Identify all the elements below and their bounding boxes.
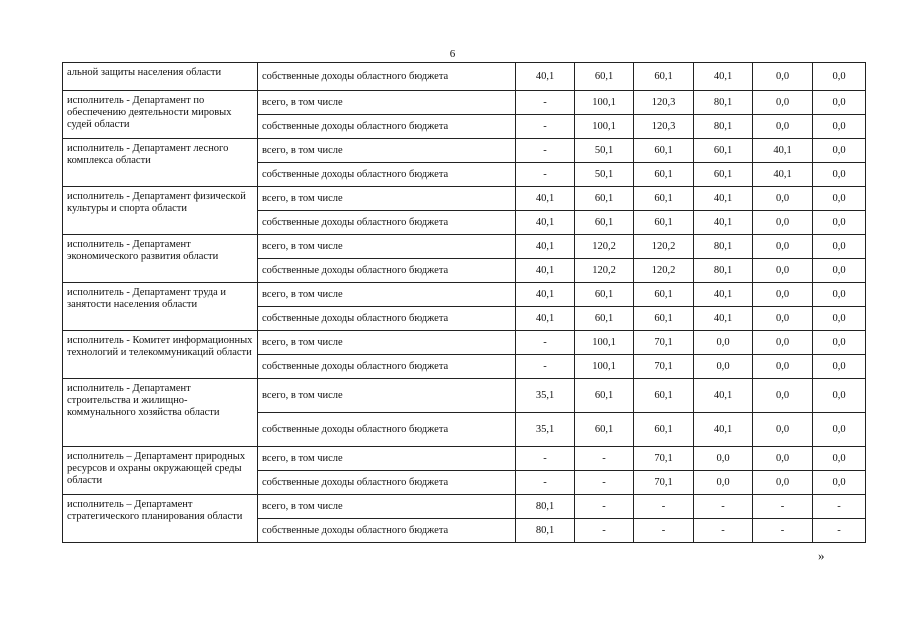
amount-cell: 60,1 bbox=[575, 283, 634, 307]
amount-cell: - bbox=[575, 519, 634, 543]
executor-cell: исполнитель - Департамент по обеспечению деятельности мировых судей области bbox=[63, 91, 258, 139]
amount-cell: 0,0 bbox=[813, 91, 866, 115]
amount-cell: 60,1 bbox=[634, 283, 694, 307]
amount-cell: 40,1 bbox=[694, 63, 753, 91]
amount-cell: 120,3 bbox=[634, 91, 694, 115]
amount-cell: 0,0 bbox=[753, 413, 813, 447]
funding-source-cell: всего, в том числе bbox=[258, 495, 516, 519]
funding-source-cell: всего, в том числе bbox=[258, 235, 516, 259]
amount-cell: 0,0 bbox=[813, 283, 866, 307]
funding-source-cell: собственные доходы областного бюджета bbox=[258, 63, 516, 91]
amount-cell: - bbox=[753, 495, 813, 519]
amount-cell: 80,1 bbox=[516, 495, 575, 519]
amount-cell: 0,0 bbox=[813, 379, 866, 413]
table-row bbox=[63, 447, 866, 471]
amount-cell: 0,0 bbox=[813, 355, 866, 379]
amount-cell: - bbox=[634, 495, 694, 519]
amount-cell: 40,1 bbox=[516, 235, 575, 259]
amount-cell: 0,0 bbox=[753, 471, 813, 495]
amount-cell: 40,1 bbox=[753, 139, 813, 163]
amount-cell: 0,0 bbox=[694, 355, 753, 379]
amount-cell: 0,0 bbox=[753, 187, 813, 211]
funding-source-cell: собственные доходы областного бюджета bbox=[258, 163, 516, 187]
table-row bbox=[63, 139, 866, 163]
amount-cell: 40,1 bbox=[694, 283, 753, 307]
funding-source-cell: собственные доходы областного бюджета bbox=[258, 519, 516, 543]
amount-cell: 40,1 bbox=[694, 379, 753, 413]
executor-cell: исполнитель – Департамент стратегического планирования области bbox=[63, 495, 258, 543]
executor-cell: исполнитель - Департамент труда и занятости населения области bbox=[63, 283, 258, 331]
amount-cell: - bbox=[634, 519, 694, 543]
amount-cell: 100,1 bbox=[575, 331, 634, 355]
page-number: 6 bbox=[449, 48, 456, 60]
executor-cell: исполнитель - Комитет информационных технологий и телекоммуникаций области bbox=[63, 331, 258, 379]
executor-cell: исполнитель - Департамент экономического развития области bbox=[63, 235, 258, 283]
amount-cell: 60,1 bbox=[694, 139, 753, 163]
amount-cell: 60,1 bbox=[634, 139, 694, 163]
executor-cell: исполнитель - Департамент строительства и жилищно-коммунального хозяйства области bbox=[63, 379, 258, 447]
amount-cell: 50,1 bbox=[575, 139, 634, 163]
amount-cell: 0,0 bbox=[813, 139, 866, 163]
amount-cell: 70,1 bbox=[634, 447, 694, 471]
amount-cell: 0,0 bbox=[753, 63, 813, 91]
funding-source-cell: всего, в том числе bbox=[258, 139, 516, 163]
amount-cell: 35,1 bbox=[516, 379, 575, 413]
amount-cell: 0,0 bbox=[753, 91, 813, 115]
amount-cell: 0,0 bbox=[813, 331, 866, 355]
amount-cell: - bbox=[516, 355, 575, 379]
amount-cell: 40,1 bbox=[516, 283, 575, 307]
amount-cell: 60,1 bbox=[634, 187, 694, 211]
funding-source-cell: собственные доходы областного бюджета bbox=[258, 413, 516, 447]
amount-cell: 120,2 bbox=[634, 235, 694, 259]
amount-cell: 0,0 bbox=[813, 163, 866, 187]
amount-cell: 60,1 bbox=[575, 211, 634, 235]
amount-cell: 0,0 bbox=[694, 471, 753, 495]
amount-cell: 0,0 bbox=[813, 187, 866, 211]
table-row bbox=[63, 283, 866, 307]
funding-source-cell: собственные доходы областного бюджета bbox=[258, 211, 516, 235]
executor-cell: исполнитель – Департамент природных ресурсов и охраны окружающей среды области bbox=[63, 447, 258, 495]
amount-cell: 0,0 bbox=[813, 471, 866, 495]
closing-quote: » bbox=[818, 548, 825, 563]
amount-cell: - bbox=[813, 495, 866, 519]
amount-cell: 0,0 bbox=[753, 331, 813, 355]
amount-cell: 100,1 bbox=[575, 115, 634, 139]
funding-source-cell: всего, в том числе bbox=[258, 91, 516, 115]
amount-cell: 0,0 bbox=[813, 447, 866, 471]
amount-cell: 70,1 bbox=[634, 331, 694, 355]
amount-cell: 0,0 bbox=[813, 307, 866, 331]
funding-source-cell: всего, в том числе bbox=[258, 187, 516, 211]
amount-cell: 0,0 bbox=[753, 283, 813, 307]
funding-source-cell: всего, в том числе bbox=[258, 331, 516, 355]
funding-source-cell: собственные доходы областного бюджета bbox=[258, 307, 516, 331]
amount-cell: 0,0 bbox=[813, 63, 866, 91]
amount-cell: 60,1 bbox=[575, 379, 634, 413]
amount-cell: 100,1 bbox=[575, 91, 634, 115]
amount-cell: 0,0 bbox=[694, 447, 753, 471]
amount-cell: 100,1 bbox=[575, 355, 634, 379]
amount-cell: - bbox=[516, 115, 575, 139]
amount-cell: 40,1 bbox=[516, 307, 575, 331]
amount-cell: 0,0 bbox=[813, 259, 866, 283]
amount-cell: 35,1 bbox=[516, 413, 575, 447]
amount-cell: 120,2 bbox=[634, 259, 694, 283]
amount-cell: 40,1 bbox=[694, 211, 753, 235]
amount-cell: - bbox=[575, 447, 634, 471]
funding-source-cell: всего, в том числе bbox=[258, 379, 516, 413]
amount-cell: 40,1 bbox=[516, 211, 575, 235]
amount-cell: 0,0 bbox=[813, 115, 866, 139]
amount-cell: 0,0 bbox=[753, 235, 813, 259]
table-row bbox=[63, 379, 866, 413]
amount-cell: 80,1 bbox=[694, 91, 753, 115]
amount-cell: - bbox=[516, 447, 575, 471]
amount-cell: - bbox=[575, 471, 634, 495]
amount-cell: 60,1 bbox=[575, 307, 634, 331]
amount-cell: 0,0 bbox=[753, 307, 813, 331]
amount-cell: 40,1 bbox=[516, 259, 575, 283]
funding-source-cell: собственные доходы областного бюджета bbox=[258, 471, 516, 495]
amount-cell: - bbox=[694, 519, 753, 543]
amount-cell: 0,0 bbox=[694, 331, 753, 355]
amount-cell: 60,1 bbox=[634, 211, 694, 235]
amount-cell: 60,1 bbox=[634, 413, 694, 447]
amount-cell: - bbox=[575, 495, 634, 519]
funding-source-cell: собственные доходы областного бюджета bbox=[258, 115, 516, 139]
amount-cell: - bbox=[516, 163, 575, 187]
amount-cell: 40,1 bbox=[694, 413, 753, 447]
amount-cell: 0,0 bbox=[753, 259, 813, 283]
amount-cell: 0,0 bbox=[753, 355, 813, 379]
amount-cell: 0,0 bbox=[753, 447, 813, 471]
funding-source-cell: всего, в том числе bbox=[258, 447, 516, 471]
amount-cell: 0,0 bbox=[753, 211, 813, 235]
amount-cell: 80,1 bbox=[694, 115, 753, 139]
amount-cell: - bbox=[516, 471, 575, 495]
amount-cell: 60,1 bbox=[634, 63, 694, 91]
amount-cell: 80,1 bbox=[694, 235, 753, 259]
amount-cell: 60,1 bbox=[634, 379, 694, 413]
amount-cell: 60,1 bbox=[634, 307, 694, 331]
amount-cell: 70,1 bbox=[634, 355, 694, 379]
amount-cell: 60,1 bbox=[634, 163, 694, 187]
amount-cell: 60,1 bbox=[575, 187, 634, 211]
amount-cell: 120,2 bbox=[575, 235, 634, 259]
amount-cell: 50,1 bbox=[575, 163, 634, 187]
table-row bbox=[63, 331, 866, 355]
amount-cell: 0,0 bbox=[753, 115, 813, 139]
funding-source-cell: собственные доходы областного бюджета bbox=[258, 259, 516, 283]
amount-cell: 80,1 bbox=[694, 259, 753, 283]
amount-cell: - bbox=[516, 91, 575, 115]
amount-cell: 40,1 bbox=[516, 187, 575, 211]
amount-cell: 0,0 bbox=[753, 379, 813, 413]
amount-cell: - bbox=[753, 519, 813, 543]
executor-cell: исполнитель - Департамент физической культуры и спорта области bbox=[63, 187, 258, 235]
table-row bbox=[63, 91, 866, 115]
amount-cell: 60,1 bbox=[575, 63, 634, 91]
amount-cell: 40,1 bbox=[753, 163, 813, 187]
amount-cell: - bbox=[516, 139, 575, 163]
amount-cell: - bbox=[813, 519, 866, 543]
amount-cell: 40,1 bbox=[516, 63, 575, 91]
funding-source-cell: всего, в том числе bbox=[258, 283, 516, 307]
amount-cell: 40,1 bbox=[694, 307, 753, 331]
amount-cell: - bbox=[516, 331, 575, 355]
amount-cell: - bbox=[694, 495, 753, 519]
amount-cell: 120,3 bbox=[634, 115, 694, 139]
executor-cell: исполнитель - Департамент лесного комплекса области bbox=[63, 139, 258, 187]
funding-source-cell: собственные доходы областного бюджета bbox=[258, 355, 516, 379]
amount-cell: 80,1 bbox=[516, 519, 575, 543]
amount-cell: 0,0 bbox=[813, 413, 866, 447]
table-row bbox=[63, 187, 866, 211]
table-row bbox=[63, 235, 866, 259]
executor-cell: альной защиты населения области bbox=[63, 63, 258, 91]
table-row bbox=[63, 63, 866, 91]
amount-cell: 0,0 bbox=[813, 211, 866, 235]
amount-cell: 60,1 bbox=[575, 413, 634, 447]
table-row bbox=[63, 495, 866, 519]
amount-cell: 70,1 bbox=[634, 471, 694, 495]
amount-cell: 120,2 bbox=[575, 259, 634, 283]
financing-table bbox=[62, 62, 866, 543]
amount-cell: 40,1 bbox=[694, 187, 753, 211]
amount-cell: 60,1 bbox=[694, 163, 753, 187]
amount-cell: 0,0 bbox=[813, 235, 866, 259]
